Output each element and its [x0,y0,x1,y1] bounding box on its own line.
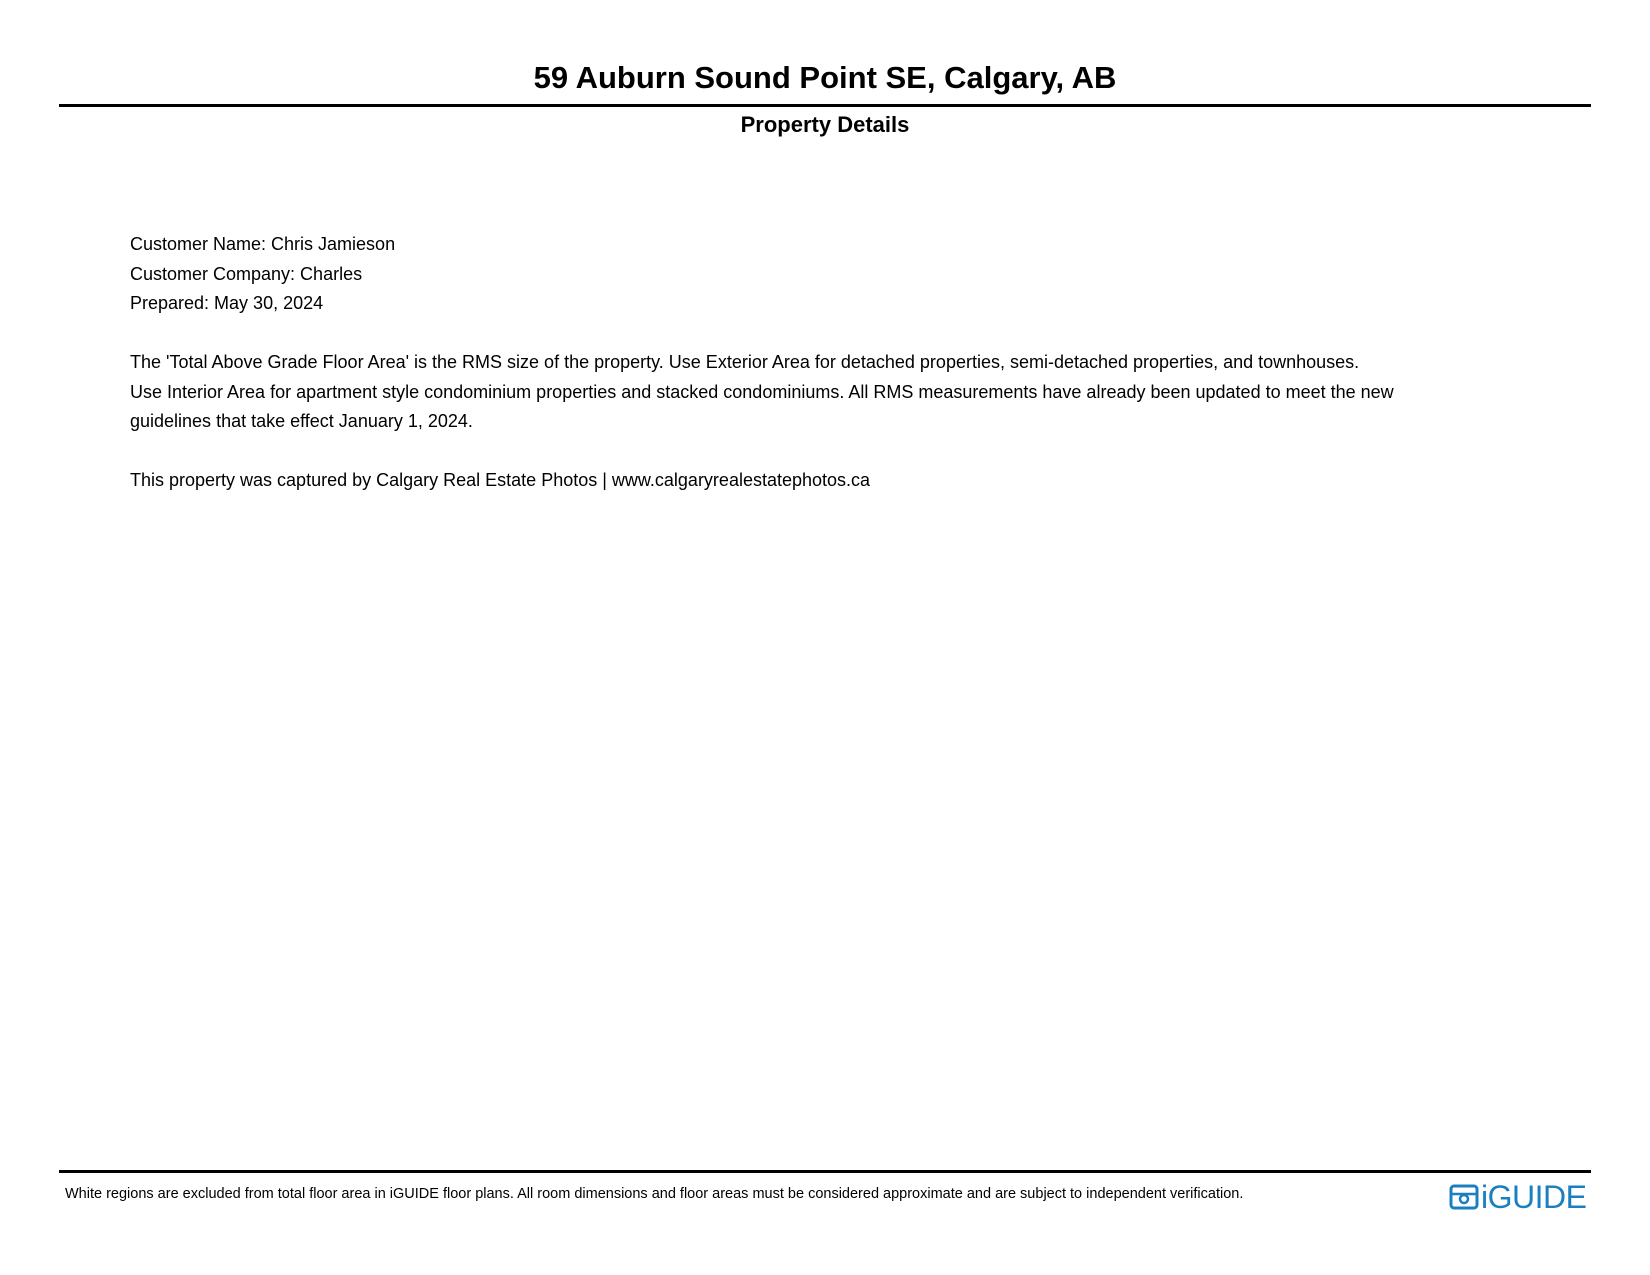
page-subtitle: Property Details [740,112,910,137]
rms-note-line: guidelines that take effect January 1, 2024. [130,411,473,431]
footer-divider [59,1170,1591,1173]
property-details [130,230,1530,496]
footer-disclaimer: White regions are excluded from total floor area in iGUIDE floor plans. All room dimensions and floor areas must be considered approximate and are subject to independent verification. [65,1186,1244,1202]
prepared-date: Prepared: May 30, 2024 [130,293,324,313]
header-divider [59,104,1591,107]
rms-note [130,348,1530,437]
rms-note-line: Use Interior Area for apartment style condominium properties and stacked condominiums. All RMS measurements have already been updated to meet the new [130,381,1394,402]
capture-note-block [130,466,1530,496]
iguide-logo-text: iGUIDE [1481,1179,1587,1215]
page-title: 59 Auburn Sound Point SE, Calgary, AB [533,60,1117,95]
rms-note-line: The 'Total Above Grade Floor Area' is the RMS size of the property. Use Exterior Area for detached properties, semi-detached properties, and townhouses. [130,352,1360,372]
iguide-logo [1449,1180,1586,1214]
iguide-camera-icon [1449,1183,1479,1211]
customer-name: Customer Name: Chris Jamieson [130,234,396,254]
customer-company: Customer Company: Charles [130,263,363,284]
capture-note: This property was captured by Calgary Real Estate Photos | www.calgaryrealestatephotos.ca [130,470,871,490]
